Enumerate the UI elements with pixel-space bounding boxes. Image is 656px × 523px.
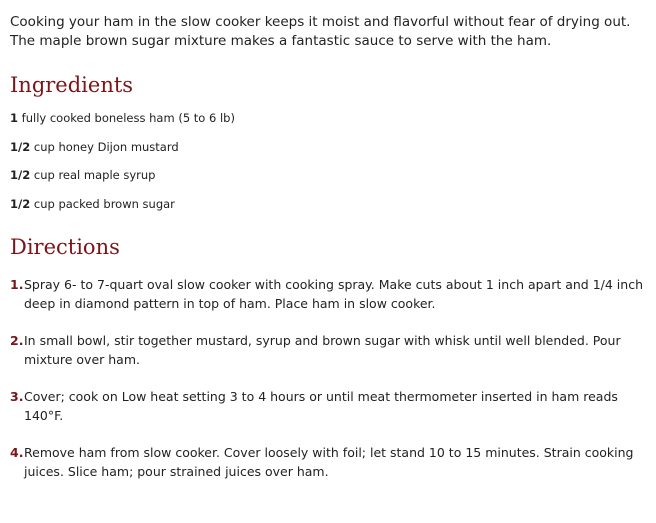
step-number: 1. xyxy=(10,276,24,292)
direction-step xyxy=(10,443,646,481)
step-text: Remove ham from slow cooker. Cover loosely with foil; let stand 10 to 15 minutes. Strain cooking juices. Slice ham; pour strained juices over ham. xyxy=(24,444,634,479)
ingredient-text: cup honey Dijon mustard xyxy=(33,139,179,154)
direction-step xyxy=(10,387,646,425)
step-number: 2. xyxy=(10,332,24,348)
ingredient-text: cup packed brown sugar xyxy=(33,196,175,211)
ingredient-item xyxy=(10,197,646,211)
ingredient-item xyxy=(10,140,646,154)
step-text: Spray 6- to 7-quart oval slow cooker with cooking spray. Make cuts about 1 inch apart and 1/4 inch deep in diamond pattern in top of ham. Place ham in slow cooker. xyxy=(24,276,644,311)
directions-list xyxy=(10,275,646,481)
ingredient-quantity: 1/2 xyxy=(10,168,31,183)
directions-heading: Directions xyxy=(10,234,120,259)
ingredient-text: cup real maple syrup xyxy=(33,168,156,183)
ingredient-text: fully cooked boneless ham (5 to 6 lb) xyxy=(21,111,235,125)
direction-step xyxy=(10,331,646,369)
step-number: 3. xyxy=(10,388,24,404)
ingredient-item xyxy=(10,111,646,125)
ingredients-list xyxy=(10,111,646,211)
step-number: 4. xyxy=(10,444,24,460)
step-text: In small bowl, stir together mustard, syrup and brown sugar with whisk until well blended. Pour mixture over ham. xyxy=(24,332,621,367)
recipe-intro: Cooking your ham in the slow cooker keeps it moist and flavorful without fear of drying out. The maple brown sugar mixture makes a fantastic sauce to serve with the ham. xyxy=(10,14,631,49)
ingredient-quantity: 1/2 xyxy=(10,139,31,154)
direction-step xyxy=(10,275,646,313)
ingredient-quantity: 1/2 xyxy=(10,196,31,211)
step-text: Cover; cook on Low heat setting 3 to 4 hours or until meat thermometer inserted in ham reads 140°F. xyxy=(24,388,618,423)
ingredient-quantity: 1 xyxy=(10,111,19,125)
ingredient-item xyxy=(10,168,646,182)
ingredients-heading: Ingredients xyxy=(10,73,134,97)
